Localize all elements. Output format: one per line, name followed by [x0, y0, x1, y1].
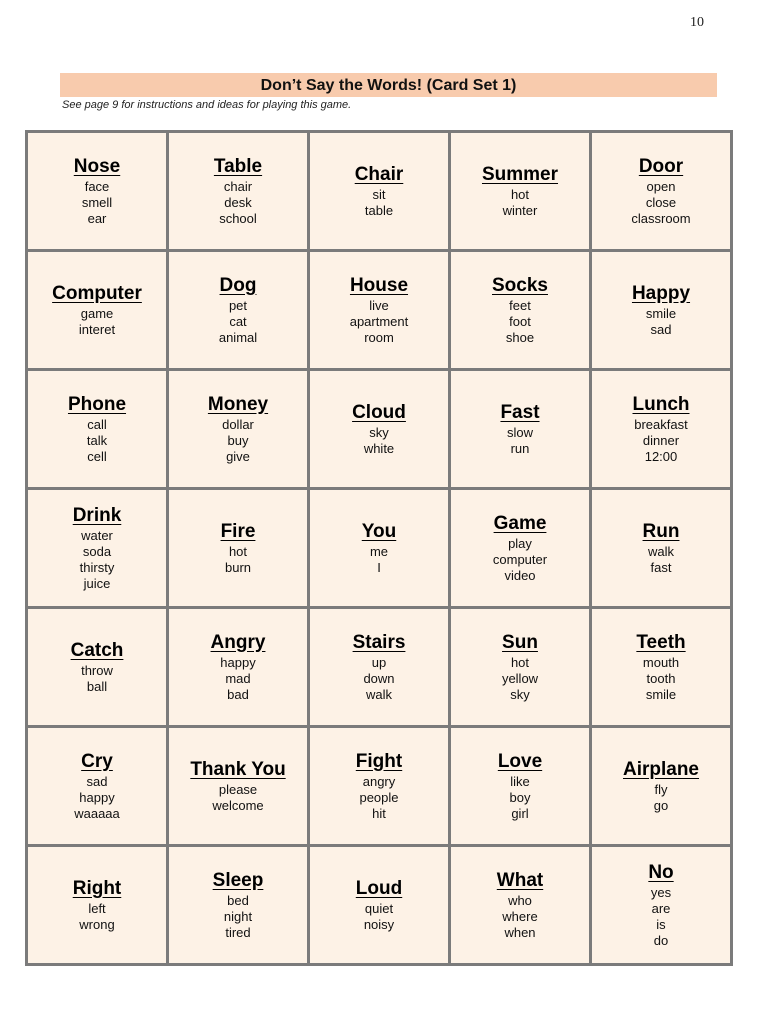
card-word: Fight [355, 750, 403, 772]
taboo-word: walk [365, 686, 392, 702]
taboo-word: down [363, 670, 395, 686]
taboo-word: play [508, 535, 532, 551]
word-card [592, 609, 730, 725]
card-word: Sleep [212, 869, 264, 891]
taboo-word: feet [509, 297, 531, 313]
taboo-word: dinner [642, 432, 680, 448]
taboo-word: people [359, 789, 399, 805]
word-card [592, 371, 730, 487]
taboo-word: is [656, 916, 666, 932]
taboo-word: smile [645, 686, 677, 702]
taboo-word: girl [511, 805, 529, 821]
word-card [592, 133, 730, 249]
taboo-word: wrong [79, 916, 115, 932]
card-word: Money [207, 393, 269, 415]
taboo-word: sit [372, 186, 386, 202]
taboo-word: me [369, 543, 389, 559]
card-word: Fast [500, 401, 540, 423]
taboo-word: up [371, 654, 387, 670]
taboo-word: please [218, 781, 258, 797]
page-title: Don’t Say the Words! (Card Set 1) [60, 73, 717, 97]
word-card [592, 252, 730, 368]
taboo-word: desk [224, 194, 252, 210]
word-card [169, 252, 307, 368]
taboo-word: hot [228, 543, 248, 559]
taboo-word: bed [227, 892, 249, 908]
taboo-word: waaaaa [74, 805, 120, 821]
taboo-word: tired [225, 924, 251, 940]
card-word: Angry [210, 631, 266, 653]
taboo-word: bad [227, 686, 249, 702]
taboo-word: burn [224, 559, 252, 575]
word-card [451, 847, 589, 963]
card-word: Socks [492, 274, 548, 296]
taboo-word: soda [82, 543, 112, 559]
word-card [310, 847, 448, 963]
word-card [169, 847, 307, 963]
card-word: What [496, 869, 544, 891]
taboo-word: are [651, 900, 671, 916]
word-card [310, 252, 448, 368]
taboo-word: smile [645, 305, 677, 321]
taboo-word: table [364, 202, 394, 218]
card-word: Door [638, 155, 684, 177]
taboo-word: quiet [364, 900, 394, 916]
taboo-word: walk [647, 543, 674, 559]
card-word: Drink [72, 504, 122, 526]
taboo-word: pet [228, 297, 248, 313]
taboo-word: ball [86, 678, 108, 694]
taboo-word: shoe [505, 329, 535, 345]
card-word: Love [497, 750, 543, 772]
taboo-word: cat [229, 313, 247, 329]
taboo-word: cell [87, 448, 107, 464]
taboo-word: like [510, 773, 530, 789]
taboo-word: call [87, 416, 107, 432]
card-word: Phone [67, 393, 127, 415]
card-word: No [648, 861, 674, 883]
taboo-word: room [364, 329, 394, 345]
taboo-word: computer [492, 551, 548, 567]
taboo-word: mad [225, 670, 251, 686]
word-card [28, 847, 166, 963]
taboo-word: open [646, 178, 676, 194]
taboo-word: left [88, 900, 106, 916]
word-card [28, 609, 166, 725]
taboo-word: apartment [349, 313, 409, 329]
card-word: House [349, 274, 409, 296]
taboo-word: hit [372, 805, 386, 821]
card-word: Teeth [636, 631, 686, 653]
word-card [28, 371, 166, 487]
taboo-word: happy [79, 789, 115, 805]
card-word: Cry [81, 750, 113, 772]
word-card [169, 133, 307, 249]
taboo-word: school [219, 210, 257, 226]
taboo-word: classroom [631, 210, 691, 226]
taboo-word: breakfast [634, 416, 688, 432]
taboo-word: give [226, 448, 250, 464]
taboo-word: animal [218, 329, 258, 345]
word-card [310, 133, 448, 249]
card-word: Game [493, 512, 547, 534]
word-card [451, 252, 589, 368]
word-card [592, 728, 730, 844]
word-card [451, 609, 589, 725]
taboo-word: sad [86, 773, 108, 789]
card-word: Thank You [190, 758, 286, 780]
word-card [28, 133, 166, 249]
taboo-word: interet [78, 321, 116, 337]
word-card [169, 728, 307, 844]
card-word: Airplane [622, 758, 700, 780]
taboo-word: close [645, 194, 677, 210]
card-word: Cloud [352, 401, 406, 423]
word-card [451, 133, 589, 249]
taboo-word: live [369, 297, 389, 313]
taboo-word: chair [223, 178, 253, 194]
taboo-word: dollar [222, 416, 254, 432]
card-word: Table [213, 155, 263, 177]
taboo-word: fast [650, 559, 672, 575]
card-grid [25, 130, 733, 966]
taboo-word: hot [510, 186, 530, 202]
taboo-word: noisy [363, 916, 395, 932]
taboo-word: do [653, 932, 669, 948]
word-card [310, 728, 448, 844]
taboo-word: mouth [642, 654, 680, 670]
taboo-word: smell [81, 194, 113, 210]
taboo-word: foot [509, 313, 531, 329]
taboo-word: when [504, 924, 536, 940]
taboo-word: sad [650, 321, 672, 337]
card-word: Nose [73, 155, 121, 177]
word-card [28, 490, 166, 606]
card-word: Computer [52, 282, 142, 304]
taboo-word: water [81, 527, 113, 543]
taboo-word: talk [86, 432, 108, 448]
taboo-word: thirsty [79, 559, 115, 575]
taboo-word: face [84, 178, 110, 194]
taboo-word: boy [509, 789, 531, 805]
word-card [28, 252, 166, 368]
card-word: Stairs [352, 631, 406, 653]
taboo-word: buy [227, 432, 249, 448]
word-card [310, 490, 448, 606]
word-card [310, 609, 448, 725]
page-number: 10 [690, 15, 704, 30]
card-word: Chair [354, 163, 404, 185]
card-word: Fire [220, 520, 256, 542]
taboo-word: winter [502, 202, 538, 218]
taboo-word: sky [369, 424, 389, 440]
taboo-word: game [80, 305, 114, 321]
taboo-word: run [510, 440, 530, 456]
taboo-word: 12:00 [644, 448, 678, 464]
taboo-word: video [504, 567, 536, 583]
taboo-word: yes [650, 884, 672, 900]
taboo-word: angry [362, 773, 396, 789]
taboo-word: where [502, 908, 538, 924]
word-card [451, 490, 589, 606]
word-card [451, 371, 589, 487]
card-word: Dog [219, 274, 257, 296]
card-word: Lunch [632, 393, 690, 415]
taboo-word: white [363, 440, 395, 456]
taboo-word: I [377, 559, 381, 575]
taboo-word: tooth [646, 670, 676, 686]
taboo-word: welcome [212, 797, 264, 813]
card-word: Right [72, 877, 122, 899]
taboo-word: go [653, 797, 669, 813]
card-word: Sun [502, 631, 538, 653]
card-word: Run [642, 520, 680, 542]
taboo-word: yellow [501, 670, 539, 686]
word-card [451, 728, 589, 844]
taboo-word: happy [220, 654, 256, 670]
word-card [169, 609, 307, 725]
word-card [169, 490, 307, 606]
word-card [592, 490, 730, 606]
word-card [28, 728, 166, 844]
card-word: Catch [70, 639, 124, 661]
card-word: Happy [631, 282, 691, 304]
taboo-word: fly [654, 781, 668, 797]
taboo-word: sky [510, 686, 530, 702]
card-word: Summer [481, 163, 559, 185]
taboo-word: night [223, 908, 253, 924]
card-word: You [361, 520, 397, 542]
card-word: Loud [355, 877, 403, 899]
instructions-note: See page 9 for instructions and ideas for playing this game. [62, 99, 352, 111]
taboo-word: juice [83, 575, 111, 591]
taboo-word: throw [81, 662, 113, 678]
word-card [310, 371, 448, 487]
word-card [169, 371, 307, 487]
taboo-word: slow [506, 424, 533, 440]
taboo-word: ear [87, 210, 107, 226]
taboo-word: who [508, 892, 532, 908]
word-card [592, 847, 730, 963]
taboo-word: hot [510, 654, 530, 670]
